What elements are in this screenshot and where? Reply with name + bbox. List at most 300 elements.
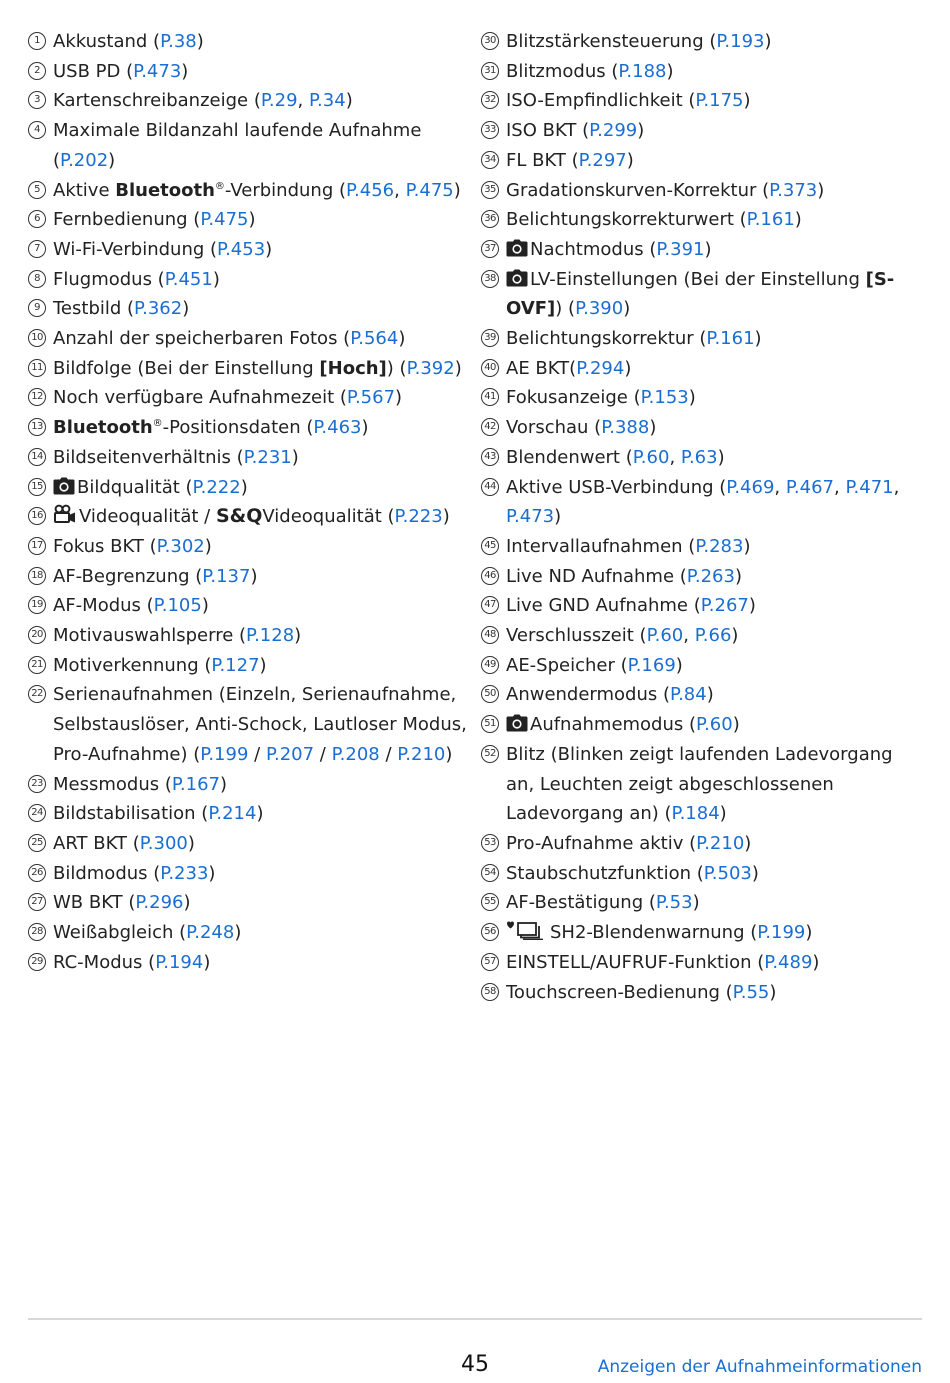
list-item: [28, 532, 473, 562]
page-reference-link[interactable]: P.473: [506, 506, 555, 528]
item-text: ): [265, 238, 273, 260]
item-text: Belichtungskorrekturwert (: [506, 209, 747, 231]
list-item: [28, 799, 473, 829]
list-item: [481, 918, 921, 948]
list-item: [481, 116, 921, 146]
item-number-badge: 48: [481, 626, 499, 644]
item-number-badge: 53: [481, 834, 499, 852]
page-reference-link[interactable]: P.66: [694, 625, 732, 647]
item-text: AF-Modus (: [53, 595, 154, 617]
item-text: ): [769, 981, 777, 1003]
item-text: Belichtungskorrektur (: [506, 328, 707, 350]
list-item: [28, 383, 473, 413]
list-item: [481, 473, 921, 532]
list-item: [481, 978, 921, 1008]
item-text: ): [812, 951, 820, 973]
list-item: [481, 413, 921, 443]
list-item: [481, 176, 921, 206]
item-number-badge: 3: [28, 91, 46, 109]
item-text: ): [454, 357, 462, 379]
item-text: ART BKT (: [53, 832, 140, 854]
item-number-badge: 55: [481, 893, 499, 911]
item-number-badge: 34: [481, 151, 499, 169]
item-text: ): [732, 714, 740, 736]
list-item: [28, 265, 473, 295]
page-reference-link[interactable]: P.199: [200, 743, 249, 765]
list-item: [481, 710, 921, 740]
item-number-badge: 33: [481, 121, 499, 139]
item-number-badge: 45: [481, 537, 499, 555]
page-reference-link[interactable]: P.60: [646, 625, 684, 647]
page-reference-link[interactable]: P.388: [601, 417, 650, 439]
item-number-badge: 43: [481, 448, 499, 466]
item-number-badge: 1: [28, 32, 46, 50]
list-item: [481, 205, 921, 235]
item-number-badge: 19: [28, 596, 46, 614]
list-item: [28, 116, 473, 175]
page-reference-link[interactable]: P.456: [346, 179, 395, 201]
item-text: ): [666, 60, 674, 82]
item-text: ): [183, 892, 191, 914]
item-text: ): [675, 654, 683, 676]
item-number-badge: 13: [28, 418, 46, 436]
page-reference-link[interactable]: P.564: [350, 328, 399, 350]
list-item: [28, 502, 473, 532]
item-number-badge: 15: [28, 478, 46, 496]
page-reference-link[interactable]: P.451: [164, 268, 213, 290]
page-reference-link[interactable]: P.105: [153, 595, 202, 617]
list-item: [28, 651, 473, 681]
item-number-badge: 28: [28, 923, 46, 941]
list-item: [481, 651, 921, 681]
item-number-badge: 32: [481, 91, 499, 109]
item-text: Blendenwert (: [506, 446, 633, 468]
page-reference-link[interactable]: P.210: [696, 832, 745, 854]
page-reference-link[interactable]: P.153: [640, 387, 689, 409]
item-text: Messmodus (: [53, 773, 172, 795]
item-text: ): [212, 268, 220, 290]
item-text: Videoqualität (: [262, 506, 395, 528]
item-text: Videoqualität /: [79, 506, 216, 528]
item-text: USB PD (: [53, 60, 134, 82]
item-text: ): [256, 803, 264, 825]
item-text: ): [248, 209, 256, 231]
list-item: [28, 888, 473, 918]
item-text: ,: [394, 179, 406, 201]
item-text: ): [208, 862, 216, 884]
list-item: [28, 235, 473, 265]
item-text: Weißabgleich (: [53, 922, 187, 944]
item-text: ,: [297, 90, 309, 112]
bold-term: [Hoch]: [319, 357, 387, 379]
list-item: [481, 27, 921, 57]
item-text: ): [731, 625, 739, 647]
item-number-badge: 57: [481, 953, 499, 971]
page-reference-link[interactable]: P.300: [139, 832, 188, 854]
list-item: [481, 740, 921, 829]
page-reference-link[interactable]: P.471: [845, 476, 894, 498]
item-text: ): [794, 209, 802, 231]
item-number-badge: 41: [481, 388, 499, 406]
item-text: Anzahl der speicherbaren Fotos (: [53, 328, 351, 350]
item-number-badge: 31: [481, 62, 499, 80]
list-item: [481, 265, 921, 324]
item-text: ): [751, 862, 759, 884]
item-text: ): [649, 417, 657, 439]
item-text: ): [234, 922, 242, 944]
page-reference-link[interactable]: P.223: [394, 506, 443, 528]
registered-mark: ®: [214, 180, 225, 192]
item-text: Bildfolge (Bei der Einstellung: [53, 357, 320, 379]
item-number-badge: 18: [28, 567, 46, 585]
page-reference-link[interactable]: P.453: [217, 238, 266, 260]
item-text: ): [453, 179, 461, 201]
page-reference-link[interactable]: P.296: [135, 892, 184, 914]
item-text: ,: [774, 476, 786, 498]
item-number-badge: 58: [481, 983, 499, 1001]
item-number-badge: 9: [28, 299, 46, 317]
page-reference-link[interactable]: P.137: [202, 565, 251, 587]
page-reference-link[interactable]: P.188: [618, 60, 667, 82]
page-reference-link[interactable]: P.161: [746, 209, 795, 231]
camera-icon: [506, 269, 528, 287]
item-text: ): [201, 595, 209, 617]
list-item: [481, 86, 921, 116]
list-item: [28, 294, 473, 324]
list-item: [28, 27, 473, 57]
list-item: [28, 680, 473, 769]
page-reference-link[interactable]: P.161: [706, 328, 755, 350]
list-item: [481, 562, 921, 592]
item-text: ): [291, 446, 299, 468]
section-title-link[interactable]: Anzeigen der Aufnahmeinformationen: [597, 1357, 922, 1377]
page-reference-link[interactable]: P.29: [260, 90, 298, 112]
item-number-badge: 47: [481, 596, 499, 614]
item-text: ): [445, 743, 453, 765]
page-reference-link[interactable]: P.263: [686, 565, 735, 587]
list-item: [28, 918, 473, 948]
item-text: Aufnahmemodus (: [530, 714, 697, 736]
list-item: [481, 383, 921, 413]
page-reference-link[interactable]: P.202: [60, 149, 109, 171]
item-number-badge: 5: [28, 181, 46, 199]
item-text: ,: [834, 476, 846, 498]
item-text: ): [734, 565, 742, 587]
page-reference-link[interactable]: P.199: [757, 922, 806, 944]
item-text: ): [294, 625, 302, 647]
item-number-badge: 52: [481, 745, 499, 763]
item-text: ): [361, 417, 369, 439]
page-reference-link[interactable]: P.231: [243, 446, 292, 468]
item-text: ): [637, 120, 645, 142]
item-text: ): [554, 506, 562, 528]
item-text: Serienaufnahmen (Einzeln, Serienaufnahme, Selbstauslöser, Anti-Schock, Lautloser Modus, Pro-Aufnahme) (: [53, 684, 467, 765]
item-number-badge: 22: [28, 685, 46, 703]
item-text: Blitzmodus (: [506, 60, 619, 82]
item-text: SH2-Blendenwarnung (: [550, 922, 758, 944]
item-number-badge: 37: [481, 240, 499, 258]
item-number-badge: 12: [28, 388, 46, 406]
page-reference-link[interactable]: P.463: [313, 417, 362, 439]
item-text: ): [345, 90, 353, 112]
item-text: Anwendermodus (: [506, 684, 671, 706]
sequential-h-icon: [506, 920, 548, 940]
page-reference-link[interactable]: P.63: [680, 446, 718, 468]
page-reference-link[interactable]: P.469: [726, 476, 775, 498]
item-text: Staubschutzfunktion (: [506, 862, 704, 884]
camera-icon: [506, 714, 528, 732]
item-text: ): [805, 922, 813, 944]
item-number-badge: 36: [481, 210, 499, 228]
item-number-badge: 11: [28, 359, 46, 377]
item-text: ): [108, 149, 116, 171]
item-number-badge: 54: [481, 864, 499, 882]
bold-term: [S-OVF]: [506, 268, 895, 320]
page-reference-link[interactable]: P.34: [309, 90, 346, 112]
item-text: Live ND Aufnahme (: [506, 565, 687, 587]
item-number-badge: 30: [481, 32, 499, 50]
list-item: [481, 443, 921, 473]
item-text: ): [196, 31, 204, 52]
item-number-badge: 29: [28, 953, 46, 971]
page-reference-link[interactable]: P.222: [192, 476, 241, 498]
page-reference-link[interactable]: P.193: [716, 31, 765, 52]
item-number-badge: 20: [28, 626, 46, 644]
list-item: [28, 443, 473, 473]
item-text: -Positionsdaten (: [162, 417, 314, 439]
item-text: Blitz (Blinken zeigt laufenden Ladevorgang an, Leuchten zeigt abgeschlossenen Ladevorgang an) (: [506, 743, 893, 825]
page-reference-link[interactable]: P.391: [656, 238, 705, 260]
item-text: AE BKT(: [506, 357, 577, 379]
bold-term: Bluetooth: [53, 417, 153, 439]
item-text: Blitzstärkensteuerung (: [506, 31, 717, 52]
page-reference-link[interactable]: P.489: [764, 951, 813, 973]
item-number-badge: 49: [481, 656, 499, 674]
item-text: ): [719, 803, 727, 825]
item-text: ): [717, 446, 725, 468]
list-item: [481, 354, 921, 384]
list-item: [28, 86, 473, 116]
page-reference-link[interactable]: P.55: [732, 981, 770, 1003]
page-reference-link[interactable]: P.60: [696, 714, 733, 736]
item-text: ISO-Empfindlichkeit (: [506, 90, 696, 112]
item-text: ): [626, 149, 634, 171]
list-item: [28, 859, 473, 889]
item-text: AF-Begrenzung (: [53, 565, 203, 587]
page-reference-link[interactable]: P.84: [670, 684, 707, 706]
item-text: ): [204, 535, 212, 557]
item-text: Kartenschreibanzeige (: [53, 90, 261, 112]
item-text: ISO BKT (: [506, 120, 590, 142]
page-reference-link[interactable]: P.283: [695, 535, 744, 557]
item-text: Gradationskurven-Korrektur (: [506, 179, 770, 201]
item-text: EINSTELL/AUFRUF-Funktion (: [506, 951, 765, 973]
footer-divider: [28, 1318, 922, 1320]
page-reference-link[interactable]: P.214: [208, 803, 257, 825]
list-item: [481, 532, 921, 562]
item-number-badge: 17: [28, 537, 46, 555]
item-text: Touchscreen-Bedienung (: [506, 981, 733, 1003]
page-reference-link[interactable]: P.503: [703, 862, 752, 884]
page-reference-link[interactable]: P.390: [575, 298, 624, 320]
item-text: /: [248, 743, 266, 765]
item-text: ): [704, 238, 712, 260]
item-number-badge: 7: [28, 240, 46, 258]
page-reference-link[interactable]: P.169: [627, 654, 676, 676]
item-text: ): [395, 387, 403, 409]
item-text: Bildseitenverhältnis (: [53, 446, 244, 468]
item-text: ,: [683, 625, 695, 647]
item-text: Aktive USB-Verbindung (: [506, 476, 727, 498]
list-item: [28, 829, 473, 859]
item-text: ,: [893, 476, 900, 498]
item-text: Fokusanzeige (: [506, 387, 641, 409]
sq-mode-label: S&Q: [215, 505, 263, 528]
item-text: ): [203, 951, 211, 973]
item-text: Flugmodus (: [53, 268, 165, 290]
page-reference-link[interactable]: P.53: [655, 892, 693, 914]
item-number-badge: 16: [28, 507, 46, 525]
page-reference-link[interactable]: P.127: [211, 654, 260, 676]
item-text: Verschlusszeit (: [506, 625, 647, 647]
item-text: ): [240, 476, 248, 498]
page-reference-link[interactable]: P.299: [589, 120, 638, 142]
page-reference-link[interactable]: P.210: [397, 743, 446, 765]
page-reference-link[interactable]: P.233: [160, 862, 209, 884]
page-reference-link[interactable]: P.362: [134, 298, 183, 320]
page-reference-link[interactable]: P.167: [171, 773, 221, 795]
item-text: Akkustand (: [53, 31, 161, 52]
list-item: [28, 562, 473, 592]
page-reference-link[interactable]: P.60: [632, 446, 670, 468]
item-text: Bildstabilisation (: [53, 803, 209, 825]
item-text: Intervallaufnahmen (: [506, 535, 696, 557]
item-text: AE-Speicher (: [506, 654, 628, 676]
item-text: ) (: [555, 298, 576, 320]
item-number-badge: 23: [28, 775, 46, 793]
item-text: Pro-Aufnahme aktiv (: [506, 832, 697, 854]
item-text: Fokus BKT (: [53, 535, 157, 557]
list-item: [481, 859, 921, 889]
item-text: /: [379, 743, 398, 765]
item-number-badge: 26: [28, 864, 46, 882]
page-reference-link[interactable]: P.128: [246, 625, 295, 647]
item-text: ): [181, 60, 189, 82]
item-text: Wi-Fi-Verbindung (: [53, 238, 218, 260]
item-text: Motiverkennung (: [53, 654, 212, 676]
item-text: ): [748, 595, 756, 617]
page-reference-link[interactable]: P.475: [200, 209, 249, 231]
page-reference-link[interactable]: P.248: [186, 922, 235, 944]
item-text: LV-Einstellungen (Bei der Einstellung: [530, 268, 866, 290]
item-number-badge: 51: [481, 715, 499, 733]
page-number: 45: [461, 1352, 489, 1377]
item-text: Bildqualität (: [77, 476, 193, 498]
item-number-badge: 44: [481, 478, 499, 496]
list-item: [481, 591, 921, 621]
list-item: [481, 146, 921, 176]
list-item: [28, 205, 473, 235]
item-number-badge: 10: [28, 329, 46, 347]
left-column: [28, 27, 473, 978]
movie-icon: [53, 504, 77, 524]
item-text: ): [754, 328, 762, 350]
item-text: Bildmodus (: [53, 862, 161, 884]
item-text: -Verbindung (: [224, 179, 346, 201]
item-text: Maximale Bildanzahl laufende Aufnahme (: [53, 120, 422, 171]
page-reference-link[interactable]: P.208: [331, 743, 380, 765]
list-item: [28, 621, 473, 651]
page-reference-link[interactable]: P.267: [700, 595, 749, 617]
item-text: ): [692, 892, 700, 914]
page-reference-link[interactable]: P.302: [156, 535, 205, 557]
item-text: Vorschau (: [506, 417, 602, 439]
item-text: ): [398, 328, 406, 350]
page-reference-link[interactable]: P.184: [671, 803, 720, 825]
item-text: ): [624, 357, 632, 379]
item-number-badge: 56: [481, 923, 499, 941]
page-reference-link[interactable]: P.194: [155, 951, 204, 973]
item-text: ): [743, 535, 751, 557]
list-item: [481, 57, 921, 87]
page-reference-link[interactable]: P.38: [160, 31, 197, 52]
page-reference-link[interactable]: P.207: [265, 743, 315, 765]
item-text: Motivauswahlsperre (: [53, 625, 247, 647]
page-reference-link[interactable]: P.467: [785, 476, 835, 498]
list-item: [481, 235, 921, 265]
page-reference-link[interactable]: P.175: [695, 90, 744, 112]
item-text: ): [442, 506, 450, 528]
item-number-badge: 8: [28, 270, 46, 288]
list-item: [481, 948, 921, 978]
item-number-badge: 24: [28, 804, 46, 822]
list-item: [481, 324, 921, 354]
page-reference-link[interactable]: P.473: [133, 60, 182, 82]
list-item: [28, 473, 473, 503]
bold-term: Bluetooth: [115, 179, 215, 201]
item-text: ,: [669, 446, 681, 468]
list-item: [28, 591, 473, 621]
list-item: [481, 888, 921, 918]
list-item: [28, 324, 473, 354]
item-number-badge: 27: [28, 893, 46, 911]
page-reference-link[interactable]: P.373: [769, 179, 818, 201]
item-text: FL BKT (: [506, 149, 579, 171]
page-reference-link[interactable]: P.297: [578, 149, 627, 171]
page-reference-link[interactable]: P.294: [576, 357, 625, 379]
item-number-badge: 42: [481, 418, 499, 436]
registered-mark: ®: [152, 418, 163, 430]
item-text: WB BKT (: [53, 892, 136, 914]
camera-icon: [506, 239, 528, 257]
page-reference-link[interactable]: P.392: [406, 357, 455, 379]
list-item: [481, 621, 921, 651]
item-text: ): [743, 90, 751, 112]
item-text: ): [182, 298, 190, 320]
item-text: ) (: [386, 357, 407, 379]
item-text: ): [688, 387, 696, 409]
item-text: Fernbedienung (: [53, 209, 201, 231]
item-text: Testbild (: [53, 298, 135, 320]
item-text: Nachtmodus (: [530, 238, 657, 260]
page-reference-link[interactable]: P.567: [346, 387, 396, 409]
item-text: AF-Bestätigung (: [506, 892, 656, 914]
item-text: ): [817, 179, 825, 201]
page-reference-link[interactable]: P.475: [405, 179, 454, 201]
list-item: [28, 176, 473, 206]
list-item: [28, 770, 473, 800]
item-number-badge: 39: [481, 329, 499, 347]
